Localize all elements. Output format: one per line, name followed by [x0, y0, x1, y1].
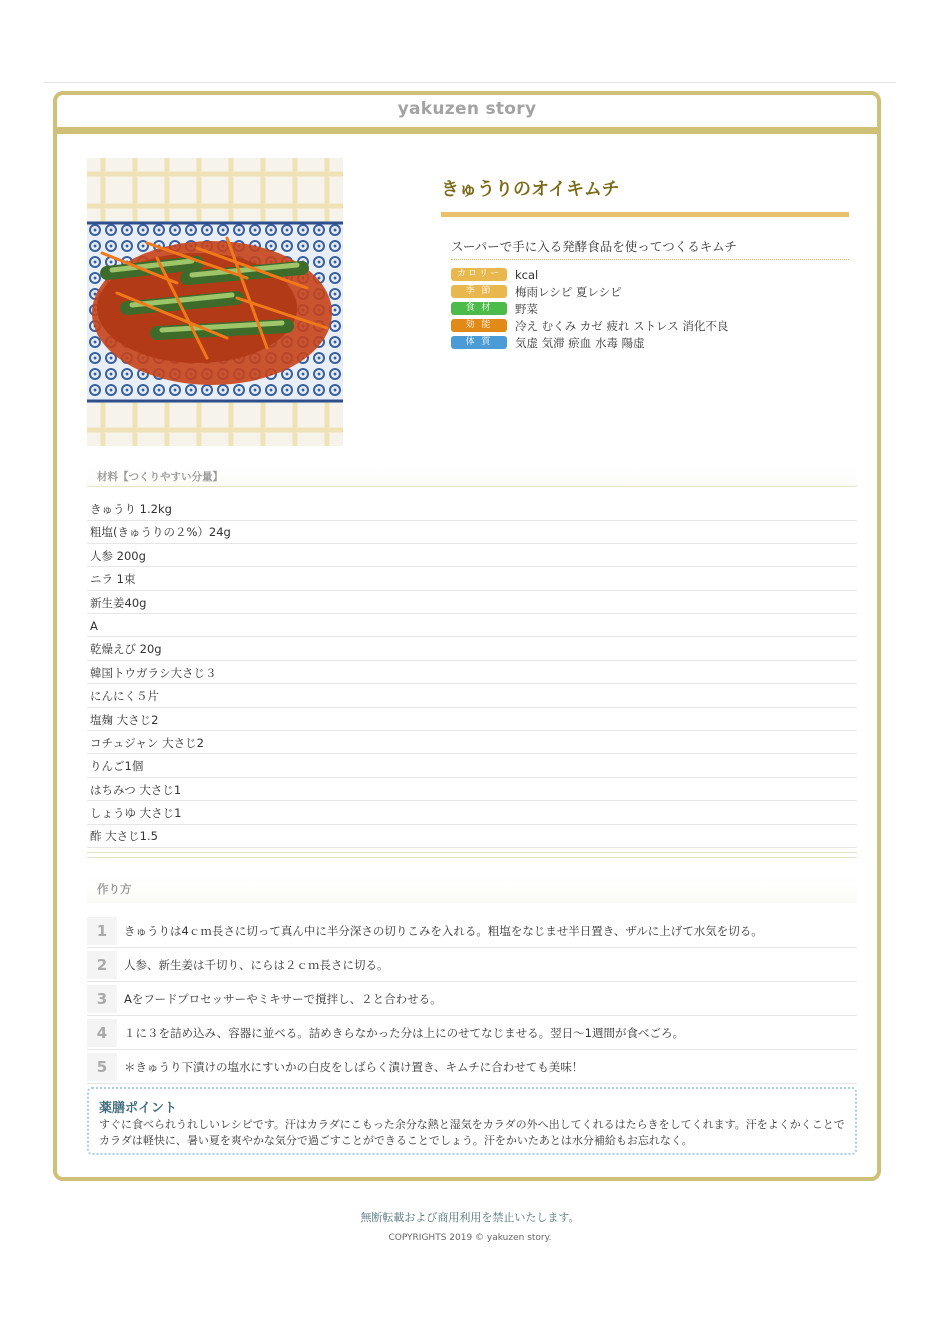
step-text: Aをフードプロセッサーやミキサーで撹拌し、２と合わせる。	[124, 992, 442, 1006]
step-item	[87, 949, 857, 982]
recipe-title: きゅうりのオイキムチ	[441, 179, 620, 200]
step-text: ＊きゅうり下漬けの塩水にすいかの白皮をしばらく漬け置き、キムチに合わせても美味！	[124, 1060, 584, 1074]
tag-label-ingredient: 食 材	[451, 302, 507, 315]
ingredients-end-rule	[87, 852, 857, 858]
tag-label-calorie: カロリー	[451, 268, 507, 281]
tag-label-effect: 効 能	[451, 319, 507, 332]
ingredient-item: 酢 大さじ1.5	[87, 825, 857, 848]
step-number: 1	[87, 917, 117, 945]
ingredients-heading: 材料【つくりやすい分量】	[87, 467, 857, 487]
tag-value-ingredient[interactable]: 野菜	[515, 301, 538, 316]
tag-row-season	[451, 283, 728, 300]
site-name-header: yakuzen story	[57, 95, 877, 134]
step-number: 2	[87, 951, 117, 979]
ingredient-item: にんにく５片	[87, 685, 857, 708]
ingredients-list	[87, 498, 857, 849]
step-text: １に３を詰め込み、容器に並べる。詰めきらなかった分は上にのせてなじませる。翌日～1週間が食べごろ。	[124, 1026, 685, 1040]
tag-value-calorie: kcal	[515, 267, 539, 282]
step-text: 人参、新生姜は千切り、にらは２ｃｍ長さに切る。	[124, 958, 389, 972]
tag-value-season[interactable]: 梅雨レシピ 夏レシピ	[515, 284, 622, 299]
footer-notice: 無断転載および商用利用を禁止いたします。	[360, 1211, 580, 1224]
ingredient-item: 韓国トウガラシ大さじ３	[87, 662, 857, 685]
tag-value-effect[interactable]: 冷え むくみ カゼ 疲れ ストレス 消化不良	[515, 318, 729, 333]
step-item	[87, 915, 857, 948]
tag-row-constitution	[451, 334, 728, 351]
ingredient-item: A	[87, 615, 857, 638]
tag-row-calorie	[451, 266, 728, 283]
ingredient-item: りんご1個	[87, 755, 857, 778]
step-item	[87, 1017, 857, 1050]
ingredient-item: 粗塩(きゅうりの２%）24g	[87, 521, 857, 544]
ingredient-item: ニラ 1束	[87, 568, 857, 591]
step-number: 3	[87, 985, 117, 1013]
top-divider	[44, 82, 896, 83]
step-number: 4	[87, 1019, 117, 1047]
step-number: 5	[87, 1053, 117, 1081]
ingredient-item: はちみつ 大さじ1	[87, 779, 857, 802]
step-item	[87, 983, 857, 1016]
title-underline	[441, 212, 849, 217]
step-text: きゅうりは4ｃｍ長さに切って真ん中に半分深さの切りこみを入れる。粗塩をなじませ半日置き、ザルに上げて水気を切る。	[124, 924, 763, 938]
tag-row-effect	[451, 317, 728, 334]
yakuzen-point-text: すぐに食べられうれしいレシピです。汗はカラダにこもった余分な熱と湿気をカラダの外へ出してくれるはたらきをしてくれます。汗をよくかくことでカラダは軽快に、暑い夏を爽やかな気分で過ごすことができることでしょう。汗をかいたあとは水分補給もお忘れなく。	[99, 1118, 845, 1147]
steps-heading: 作り方	[87, 875, 857, 903]
ingredient-item: 人参 200g	[87, 545, 857, 568]
recipe-photo	[87, 158, 343, 446]
tag-label-season: 季 節	[451, 285, 507, 298]
ingredient-item: きゅうり 1.2kg	[87, 498, 857, 521]
recipe-summary: スーパーで手に入る発酵食品を使ってつくるキムチ	[451, 237, 849, 260]
recipe-tags	[451, 266, 728, 351]
ingredient-item: 新生姜40g	[87, 592, 857, 615]
tag-row-ingredient	[451, 300, 728, 317]
tag-value-constitution[interactable]: 気虚 気滞 瘀血 水毒 陽虚	[515, 335, 645, 350]
ingredient-item: しょうゆ 大さじ1	[87, 802, 857, 825]
kimchi-dish-image	[87, 158, 343, 446]
recipe-card	[53, 91, 881, 1181]
yakuzen-point-title: 薬膳ポイント	[99, 1101, 178, 1116]
step-item	[87, 1051, 857, 1084]
tag-label-constitution: 体 質	[451, 336, 507, 349]
ingredient-item: コチュジャン 大さじ2	[87, 732, 857, 755]
ingredient-item: 塩麹 大さじ2	[87, 709, 857, 732]
ingredient-item: 乾燥えび 20g	[87, 638, 857, 661]
footer-copyright: COPYRIGHTS 2019 © yakuzen story.	[388, 1233, 552, 1243]
steps-list	[87, 915, 857, 1085]
yakuzen-point-box	[87, 1087, 857, 1155]
